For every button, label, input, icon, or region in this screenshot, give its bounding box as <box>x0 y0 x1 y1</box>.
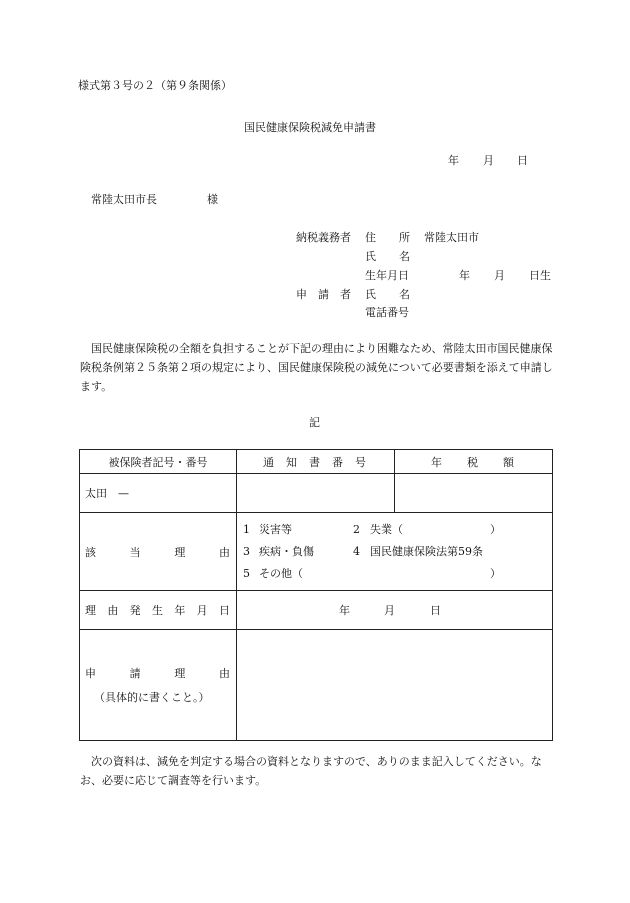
birth-year: 年 <box>459 269 470 282</box>
annual-tax-header: 年 税 額 <box>395 450 553 474</box>
name-label-2: 名 <box>399 250 410 263</box>
reason-4-num: 4 <box>353 544 360 558</box>
form-number: 様式第３号の２（第９条関係） <box>78 79 232 92</box>
ki-heading: 記 <box>309 416 320 429</box>
application-table <box>79 449 553 741</box>
addressee-honorific: 様 <box>207 193 218 206</box>
applicant-name-label-2: 名 <box>399 288 410 301</box>
reason-options-cell <box>237 513 553 591</box>
application-reason-label-cell: 申 請 理 由 （具体的に書くこと。） <box>80 630 237 741</box>
address-label-1: 住 <box>365 231 376 244</box>
reason-3-num: 3 <box>243 544 250 558</box>
application-reason-note: （具体的に書くこと。） <box>94 691 210 704</box>
notice-number-cell[interactable] <box>237 474 395 513</box>
page-title: 国民健康保険税減免申請書 <box>244 121 376 134</box>
reason-2-close: ） <box>490 522 501 536</box>
reason-1-text[interactable]: 災害等 <box>259 522 292 536</box>
insured-number-header: 被保険者記号・番号 <box>80 450 237 474</box>
annual-tax-cell[interactable] <box>395 474 553 513</box>
table-header-row <box>80 450 553 474</box>
birth-label: 生年月日 <box>365 269 409 282</box>
birth-day: 日生 <box>529 269 551 282</box>
address-label-2: 所 <box>399 231 410 244</box>
application-reason-cell[interactable] <box>237 630 553 741</box>
applicant-label-3: 者 <box>340 288 351 301</box>
reason-5-num: 5 <box>243 566 250 580</box>
footer-text: 次の資料は、減免を判定する場合の資料となりますので、ありのまま記入してください。なお、必要に応じて調査等を行います。 <box>80 755 542 787</box>
name-label-1: 氏 <box>365 250 376 263</box>
insured-number-cell[interactable] <box>80 474 237 513</box>
reason-5-text[interactable]: その他（ <box>259 566 303 580</box>
applicant-name-label-1: 氏 <box>365 288 376 301</box>
reason-3-text[interactable]: 疾病・負傷 <box>259 544 314 558</box>
date-year: 年 <box>448 154 459 167</box>
applicant-label-2: 請 <box>318 288 329 301</box>
birth-month: 月 <box>494 269 505 282</box>
reason-2-num: 2 <box>353 522 360 536</box>
occurrence-label-cell: 理 由 発 生 年 月 日 <box>80 591 237 630</box>
date-day: 日 <box>517 154 528 167</box>
occurrence-row <box>80 591 553 630</box>
addressee-name: 常陸太田市長 <box>91 193 157 206</box>
address-value: 常陸太田市 <box>424 231 479 244</box>
occurrence-year: 年 <box>339 603 350 617</box>
occurrence-day: 日 <box>430 603 441 617</box>
reason-2-text[interactable]: 失業（ <box>370 522 403 536</box>
insured-prefix: 太田 — <box>85 487 129 500</box>
notice-number-header: 通 知 書 番 号 <box>237 450 395 474</box>
taxpayer-label: 納税義務者 <box>296 231 351 244</box>
body-text: 国民健康保険税の全額を負担することが下記の理由により困難なため、常陸太田市国民健康保険税条例第２５条第２項の規定により、国民健康保険税の減免について必要書類を添えて申請します。 <box>80 342 553 393</box>
reason-1-num: 1 <box>243 522 250 536</box>
reason-5-close: ） <box>490 566 501 580</box>
phone-label: 電話番号 <box>365 306 409 319</box>
occurrence-month: 月 <box>384 603 395 617</box>
reason-label-cell: 該 当 理 由 <box>80 513 237 591</box>
reason-4-text[interactable]: 国民健康保険法第59条 <box>370 544 483 558</box>
date-month: 月 <box>483 154 494 167</box>
application-reason-row <box>80 630 553 741</box>
reason-row <box>80 513 553 591</box>
applicant-label-1: 申 <box>296 288 307 301</box>
number-row <box>80 474 553 513</box>
occurrence-date-cell[interactable] <box>237 591 553 630</box>
